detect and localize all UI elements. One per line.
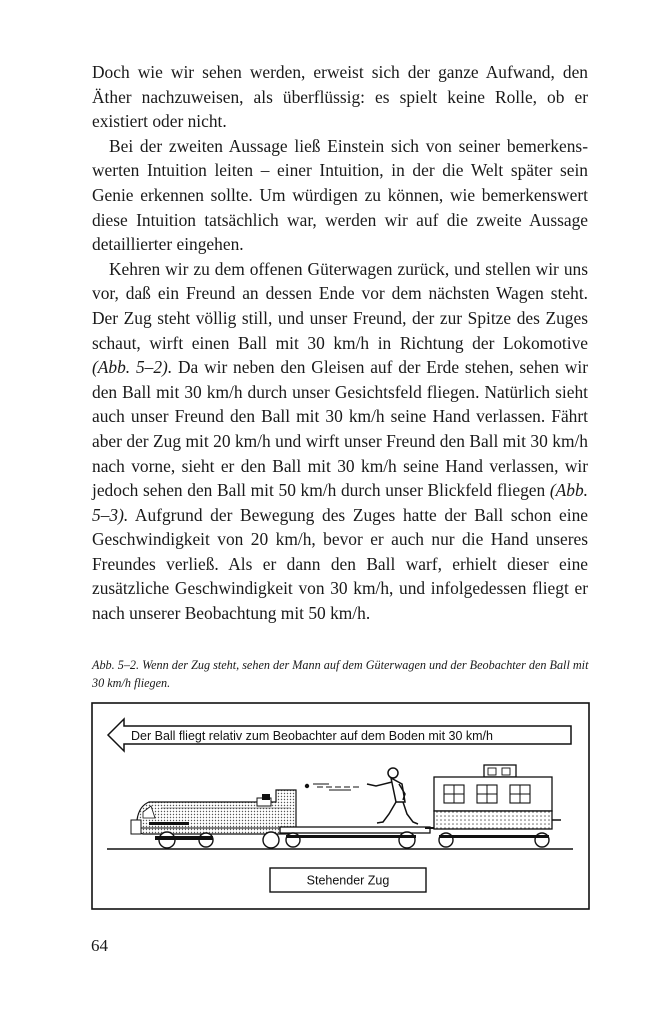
state-label-text: Stehender Zug [306, 873, 390, 888]
figure-reference-5-3: (Abb. 5–3). [92, 480, 588, 525]
figure-reference-5-2: (Abb. 5–2). [92, 357, 173, 378]
paragraph-3-text-a: Kehren wir zu dem offenen Güterwagen zurück, und stellen wir uns vor, daß ein Freund an dessen Ende vor dem nächsten Wagen steht. Der Zug steht völlig still, und unser Freund, der zur Spitze des Zuges schaut, wirft einen Ball mit 30 km/h in Richtung der Lokomotive [92, 258, 588, 353]
page-number: 64 [91, 936, 108, 955]
paragraph-2: Bei der zweiten Aussage ließ Einstein sich von seiner bemerkenswerten Intuition leiten – einer Intuition, in der die Welt später sein Genie erkennen sollte. Um würdigen zu können, wie bemerkenswert diese Intuition tatsächlich war, werden wir auf die zweite Aussage detaillierter eingehen. [92, 135, 588, 255]
paragraph-3-text-b: Da wir neben den Gleisen auf der Erde stehen, sehen wir den Ball mit 30 km/h durch unser Gesichtsfeld fliegen. Natürlich sieht auch unser Freund den Ball mit 30 km/h seine Hand verlassen. Fährt aber der Zug mit 20 km/h und wirft unser Freund den Ball mit 30 km/h nach vorne, sieht er den Ball mit 30 km/h seine Hand verlassen, wir jedoch sehen den Ball mit 50 km/h durch unser Blickfeld fliegen [92, 357, 588, 501]
arrow-label-text: Der Ball fliegt relativ zum Beobachter auf dem Boden mit 30 km/h [131, 729, 493, 743]
state-label-box [270, 868, 426, 892]
paragraph-3 [92, 257, 588, 626]
body-text [92, 60, 588, 626]
paragraph-3-text-c: Aufgrund der Bewegung des Zuges hatte der Ball schon eine Geschwindigkeit von 20 km/h, bevor er auch nur die Hand unseres Freundes verließ. Als er dann den Ball warf, erhielt dieser eine zusätzliche Geschwindigkeit von 30 km/h, und infolgedessen fliegt er nach unserer Beobachtung mit 50 km/h. [92, 504, 588, 624]
figure-train-illustration [91, 702, 591, 911]
figure-caption: Abb. 5–2. Wenn der Zug steht, sehen der Mann auf dem Güterwagen und der Beobachter den Ball mit 30 km/h fliegen. [92, 658, 589, 690]
paragraph-1: Doch wie wir sehen werden, erweist sich der ganze Aufwand, den Äther nachzuweisen, als überflüssig: es spielt keine Rolle, ob er existiert oder nicht. [92, 62, 588, 132]
